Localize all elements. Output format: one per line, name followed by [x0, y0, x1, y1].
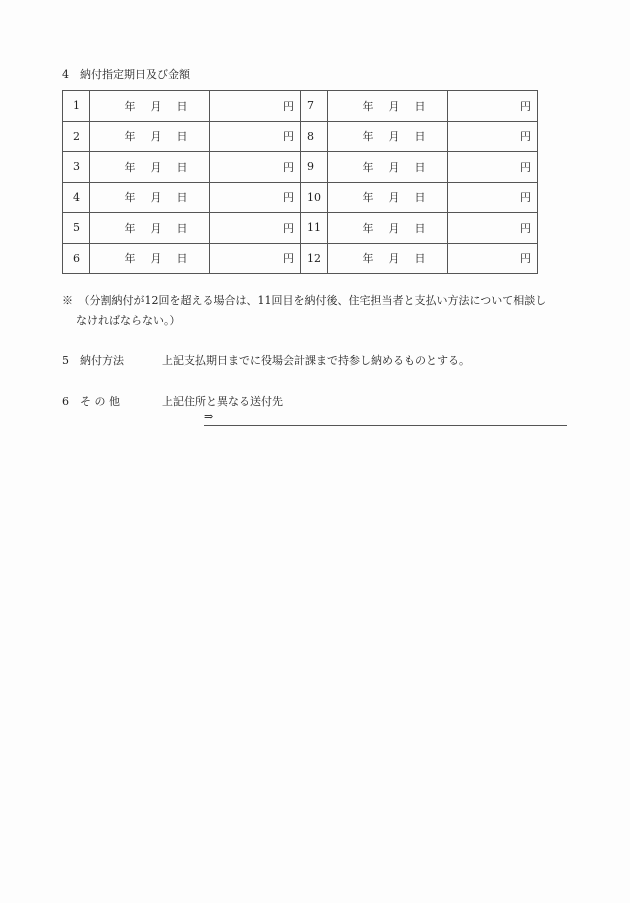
right-date-cell[interactable] [328, 91, 448, 122]
section5-label: 5 納付方法 [62, 354, 124, 367]
installment-number: 12 [301, 243, 328, 274]
right-date-cell[interactable] [328, 182, 448, 213]
day-label: 日 [414, 160, 426, 174]
installment-number: 5 [63, 213, 90, 244]
section6-label: 6 そ の 他 [62, 395, 120, 408]
year-label: 年 [362, 160, 374, 174]
alternate-address-field[interactable] [204, 425, 567, 426]
day-label: 日 [176, 130, 188, 144]
note-line-1: ※ （分割納付が12回を超える場合は、11回目を納付後、住宅担当者と支払い方法について相談し [62, 294, 547, 307]
installment-number: 9 [301, 152, 328, 183]
right-date-cell[interactable] [328, 121, 448, 152]
section5-text: 上記支払期日までに役場会計課まで持参し納めるものとする。 [162, 354, 470, 367]
left-date-cell[interactable] [90, 152, 210, 183]
month-label: 月 [388, 160, 400, 174]
day-label: 日 [176, 160, 188, 174]
right-amount-cell[interactable]: 円 [448, 91, 538, 122]
left-amount-cell[interactable]: 円 [210, 213, 301, 244]
year-label: 年 [362, 221, 374, 235]
right-amount-cell[interactable]: 円 [448, 152, 538, 183]
left-date-cell[interactable] [90, 182, 210, 213]
left-amount-cell[interactable]: 円 [210, 243, 301, 274]
left-date-cell[interactable] [90, 121, 210, 152]
installment-number: 11 [301, 213, 328, 244]
year-label: 年 [124, 99, 136, 113]
day-label: 日 [176, 252, 188, 266]
month-label: 月 [150, 252, 162, 266]
year-label: 年 [124, 191, 136, 205]
year-label: 年 [124, 252, 136, 266]
arrow-icon: ⇒ [204, 410, 214, 423]
month-label: 月 [150, 130, 162, 144]
day-label: 日 [176, 99, 188, 113]
left-amount-cell[interactable]: 円 [210, 121, 301, 152]
installment-number: 10 [301, 182, 328, 213]
left-amount-cell[interactable]: 円 [210, 152, 301, 183]
right-amount-cell[interactable]: 円 [448, 213, 538, 244]
schedule-row [63, 213, 538, 244]
year-label: 年 [362, 191, 374, 205]
month-label: 月 [150, 160, 162, 174]
left-date-cell[interactable] [90, 243, 210, 274]
right-amount-cell[interactable]: 円 [448, 243, 538, 274]
day-label: 日 [414, 252, 426, 266]
month-label: 月 [388, 221, 400, 235]
month-label: 月 [388, 130, 400, 144]
month-label: 月 [388, 252, 400, 266]
day-label: 日 [414, 99, 426, 113]
installment-number: 1 [63, 91, 90, 122]
year-label: 年 [124, 221, 136, 235]
left-date-cell[interactable] [90, 91, 210, 122]
year-label: 年 [124, 130, 136, 144]
month-label: 月 [388, 191, 400, 205]
year-label: 年 [362, 252, 374, 266]
left-amount-cell[interactable]: 円 [210, 91, 301, 122]
note-line-2: なければならない。） [76, 314, 181, 327]
installment-number: 4 [63, 182, 90, 213]
schedule-row [63, 152, 538, 183]
year-label: 年 [362, 99, 374, 113]
day-label: 日 [414, 191, 426, 205]
schedule-row [63, 121, 538, 152]
right-amount-cell[interactable]: 円 [448, 121, 538, 152]
month-label: 月 [150, 99, 162, 113]
installment-number: 3 [63, 152, 90, 183]
month-label: 月 [150, 221, 162, 235]
year-label: 年 [124, 160, 136, 174]
right-amount-cell[interactable]: 円 [448, 182, 538, 213]
year-label: 年 [362, 130, 374, 144]
day-label: 日 [176, 191, 188, 205]
schedule-row [63, 243, 538, 274]
schedule-row [63, 182, 538, 213]
month-label: 月 [150, 191, 162, 205]
left-date-cell[interactable] [90, 213, 210, 244]
right-date-cell[interactable] [328, 243, 448, 274]
left-amount-cell[interactable]: 円 [210, 182, 301, 213]
day-label: 日 [414, 221, 426, 235]
installment-number: 8 [301, 121, 328, 152]
installment-number: 2 [63, 121, 90, 152]
installment-number: 6 [63, 243, 90, 274]
right-date-cell[interactable] [328, 213, 448, 244]
right-date-cell[interactable] [328, 152, 448, 183]
section4-title: 4 納付指定期日及び金額 [62, 68, 190, 81]
month-label: 月 [388, 99, 400, 113]
payment-schedule-table [62, 90, 538, 274]
installment-number: 7 [301, 91, 328, 122]
day-label: 日 [414, 130, 426, 144]
schedule-row [63, 91, 538, 122]
section6-text: 上記住所と異なる送付先 [162, 395, 283, 408]
day-label: 日 [176, 221, 188, 235]
